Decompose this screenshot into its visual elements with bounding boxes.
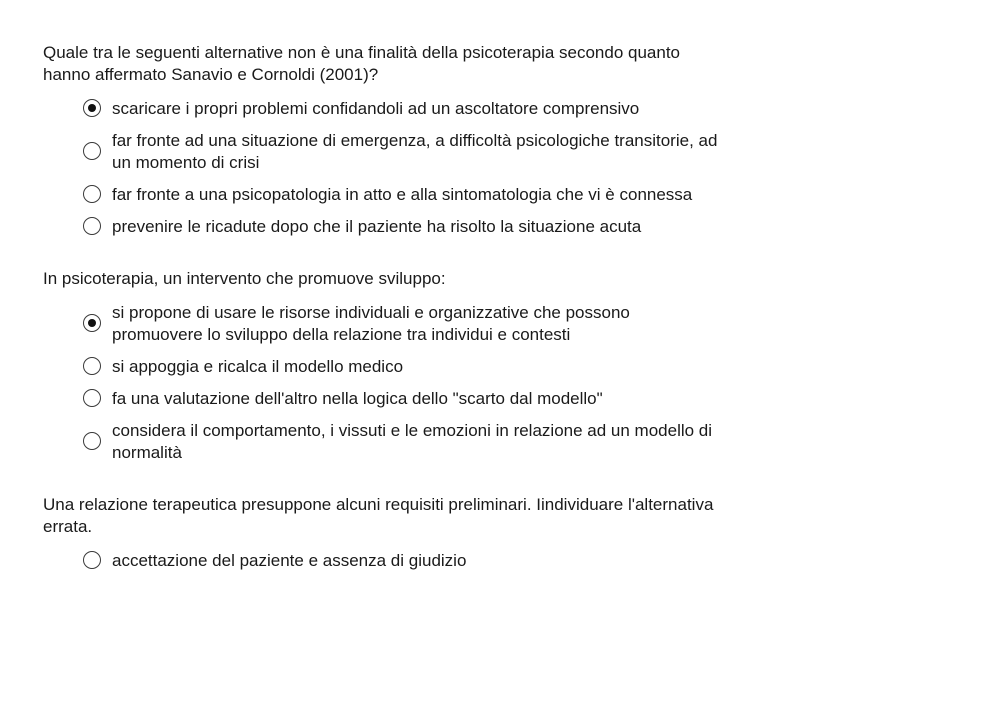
radio-button[interactable] [83,217,101,235]
option-label: si propone di usare le risorse individuali e organizzative che possono promuovere lo sviluppo della relazione tra individui e contesti [112,303,630,344]
answer-option[interactable] [43,302,723,346]
radio-button[interactable] [83,389,101,407]
answer-option[interactable] [43,216,723,238]
question-text: Quale tra le seguenti alternative non è una finalità della psicoterapia secondo quanto hanno affermato Sanavio e Cornoldi (2001)? [43,43,680,84]
quiz-container [43,42,723,572]
option-label: considera il comportamento, i vissuti e le emozioni in relazione ad un modello di normalità [112,421,713,462]
question-text: In psicoterapia, un intervento che promuove sviluppo: [43,269,446,288]
answer-option[interactable] [43,550,723,572]
radio-button[interactable] [83,142,101,160]
question-3 [43,494,723,572]
options-list [43,98,723,238]
radio-button-selected[interactable] [83,314,101,332]
radio-button[interactable] [83,185,101,203]
options-list [43,550,723,572]
option-label: fa una valutazione dell'altro nella logica dello "scarto dal modello" [112,389,603,408]
answer-option[interactable] [43,130,723,174]
option-label: prevenire le ricadute dopo che il paziente ha risolto la situazione acuta [112,217,642,236]
option-label: far fronte a una psicopatologia in atto e alla sintomatologia che vi è connessa [112,185,693,204]
options-list [43,302,723,464]
answer-option[interactable] [43,356,723,378]
radio-button[interactable] [83,432,101,450]
answer-option[interactable] [43,388,723,410]
answer-option[interactable] [43,184,723,206]
radio-button[interactable] [83,551,101,569]
question-1 [43,42,723,238]
answer-option[interactable] [43,420,723,464]
option-label: scaricare i propri problemi confidandoli ad un ascoltatore comprensivo [112,99,640,118]
radio-button-selected[interactable] [83,99,101,117]
option-label: si appoggia e ricalca il modello medico [112,357,404,376]
question-text: Una relazione terapeutica presuppone alcuni requisiti preliminari. Iindividuare l'alternativa errata. [43,495,714,536]
radio-button[interactable] [83,357,101,375]
option-label: far fronte ad una situazione di emergenza, a difficoltà psicologiche transitorie, ad un momento di crisi [112,131,718,172]
option-label: accettazione del paziente e assenza di giudizio [112,551,467,570]
question-2 [43,268,723,464]
answer-option[interactable] [43,98,723,120]
